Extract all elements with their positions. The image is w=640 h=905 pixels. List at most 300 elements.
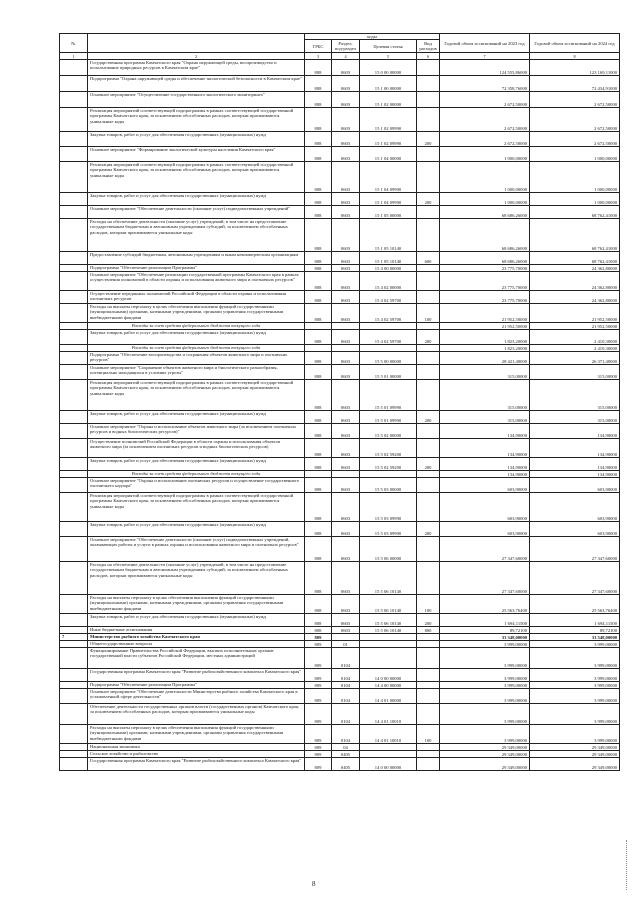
row-amount-2024: 603,90000 <box>530 522 620 537</box>
row-target-article: 15 5 06 00000 <box>360 537 417 562</box>
row-amount-2023: 603,90000 <box>440 493 530 522</box>
row-amount-2024: 3 999,00000 <box>530 725 620 744</box>
row-target-article <box>360 634 417 641</box>
row-amount-2023: 1 823,20000 <box>440 330 530 345</box>
row-section: 0603 <box>332 352 360 365</box>
row-number <box>60 751 88 758</box>
row-number <box>60 478 88 493</box>
table-row <box>60 669 620 682</box>
row-section: 0603 <box>332 108 360 132</box>
row-name: Государственная программа Камчатского края "Охрана окружающей среды, воспроизводство и использование природных ресурсов в Камчатском крае" <box>88 60 305 76</box>
row-grbs: 809 <box>305 689 332 704</box>
row-grbs: 809 <box>305 751 332 758</box>
table-row <box>60 291 620 304</box>
row-amount-2023: 3 999,00000 <box>440 641 530 648</box>
row-name: Осуществление полномочий Российской Федерации в области охраны и использования объектов животного мира (за исключением охотничьих ресурсов и водных биологических ресурсов) <box>88 439 305 458</box>
row-target-article: 14 4 01 10010 <box>360 704 417 725</box>
table-row <box>60 60 620 76</box>
table-row <box>60 219 620 252</box>
row-expense-type <box>417 669 440 682</box>
row-expense-type: 200 <box>417 522 440 537</box>
row-name: Закупка товаров, работ и услуг для обеспечения государственных (муниципальных) нужд <box>88 411 305 424</box>
row-grbs: 809 <box>305 725 332 744</box>
table-row <box>60 627 620 634</box>
row-amount-2023: 29 349,00000 <box>440 751 530 758</box>
row-name: Основное мероприятие "Охрана и использование объектов животного мира (за исключением охотничьих ресурсов и водных биологических ресурсов)" <box>88 424 305 439</box>
row-amount-2024: 68 762,41000 <box>530 206 620 219</box>
row-number <box>60 493 88 522</box>
row-section: 0603 <box>332 219 360 252</box>
row-name: Расходы за счет средств федерального бюджета текущего года <box>88 323 305 330</box>
row-expense-type <box>417 562 440 595</box>
row-section: 0603 <box>332 265 360 272</box>
row-section: 0603 <box>332 537 360 562</box>
row-amount-2024: 3 999,00000 <box>530 641 620 648</box>
row-section: 0603 <box>332 380 360 411</box>
row-amount-2024: 29 349,00000 <box>530 744 620 751</box>
row-name: Основное мероприятие "Охрана и использование охотничьих ресурсов и осуществление государственного охотничьего надзора" <box>88 478 305 493</box>
row-grbs: 808 <box>305 272 332 291</box>
row-target-article <box>360 751 417 758</box>
table-row <box>60 265 620 272</box>
row-target-article: 15 4 00 00000 <box>360 265 417 272</box>
row-grbs <box>305 345 332 352</box>
row-section: 0104 <box>332 725 360 744</box>
row-section: 0603 <box>332 493 360 522</box>
table-row <box>60 751 620 758</box>
row-amount-2024: 3 999,00000 <box>530 669 620 682</box>
table-row <box>60 352 620 365</box>
row-grbs: 808 <box>305 595 332 614</box>
row-amount-2023: 3 999,00000 <box>440 669 530 682</box>
row-grbs: 808 <box>305 193 332 206</box>
row-number <box>60 744 88 751</box>
row-name: Основное мероприятие "Обеспечение деятельности (оказание услуг) подведомственных учреждений, оказывающих работы и услуги в рамках охраны и использования животного мира и охотничьих ресурсов" <box>88 537 305 562</box>
row-amount-2024: 1 000,00000 <box>530 162 620 193</box>
row-amount-2023: 603,90000 <box>440 522 530 537</box>
row-number <box>60 424 88 439</box>
row-amount-2023: 3 999,00000 <box>440 704 530 725</box>
row-amount-2024: 2 410,30000 <box>530 345 620 352</box>
row-amount-2024: 134,90000 <box>530 424 620 439</box>
row-amount-2023: 315,00000 <box>440 411 530 424</box>
row-name: Общегосударственные вопросы <box>88 641 305 648</box>
row-grbs: 808 <box>305 614 332 627</box>
row-section: 0603 <box>332 458 360 471</box>
row-amount-2024: 29 349,00000 <box>530 751 620 758</box>
row-number <box>60 291 88 304</box>
table-row <box>60 614 620 627</box>
row-amount-2024: 134,90000 <box>530 439 620 458</box>
row-number <box>60 641 88 648</box>
row-target-article: 15 5 06 10140 <box>360 595 417 614</box>
row-name: Закупка товаров, работ и услуг для обеспечения государственных (муниципальных) нужд <box>88 458 305 471</box>
header-csr: Целевая статья <box>360 40 417 53</box>
row-expense-type <box>417 471 440 478</box>
row-target-article <box>360 648 417 669</box>
row-number <box>60 132 88 147</box>
row-number <box>60 689 88 704</box>
row-number <box>60 725 88 744</box>
row-amount-2023: 134,90000 <box>440 458 530 471</box>
row-number <box>60 206 88 219</box>
row-expense-type <box>417 424 440 439</box>
row-amount-2024: 603,90000 <box>530 478 620 493</box>
row-number <box>60 60 88 76</box>
row-target-article <box>360 471 417 478</box>
table-row <box>60 424 620 439</box>
row-name: Основное мероприятие "Сохранение объектов животного мира и биологического разнообразия, потенциально находящихся в условиях угрозы" <box>88 365 305 380</box>
row-grbs <box>305 323 332 330</box>
row-grbs: 808 <box>305 352 332 365</box>
table-row <box>60 758 620 771</box>
table-row <box>60 562 620 595</box>
row-amount-2024: 27 347,60000 <box>530 537 620 562</box>
row-grbs: 808 <box>305 424 332 439</box>
row-target-article: 15 1 02 09990 <box>360 132 417 147</box>
row-amount-2023: 29 349,00000 <box>440 744 530 751</box>
row-number <box>60 304 88 323</box>
row-section <box>332 471 360 478</box>
row-expense-type <box>417 352 440 365</box>
row-name: Расходы на выплаты персоналу в целях обеспечения выполнения функций государственными (муниципальными) органами, казенными учреждениями, органами управления государственными внебюджетными фондами <box>88 304 305 323</box>
row-number <box>60 380 88 411</box>
row-number <box>60 352 88 365</box>
row-amount-2023: 21 952,50000 <box>440 304 530 323</box>
table-row <box>60 162 620 193</box>
header-codes: коды <box>305 34 440 40</box>
row-target-article: 15 5 02 59200 <box>360 458 417 471</box>
row-target-article: 15 5 00 00000 <box>360 352 417 365</box>
table-row <box>60 682 620 689</box>
row-name: Основное мероприятие "Осуществление государственного экологического мониторинга" <box>88 92 305 108</box>
row-number <box>60 76 88 92</box>
row-expense-type <box>417 147 440 162</box>
row-name: Государственная программа Камчатского края "Развитие рыбохозяйственного комплекса Камчатского края" <box>88 758 305 771</box>
row-amount-2023: 1 694,11500 <box>440 614 530 627</box>
row-expense-type: 200 <box>417 614 440 627</box>
row-amount-2023: 1 823,20000 <box>440 345 530 352</box>
row-name: Закупка товаров, работ и услуг для обеспечения государственных (муниципальных) нужд <box>88 614 305 627</box>
row-section: 0603 <box>332 522 360 537</box>
row-expense-type <box>417 478 440 493</box>
row-name: Основное мероприятие "Формирование экологической культуры населения Камчатского края" <box>88 147 305 162</box>
index-cell: 1 <box>60 53 88 60</box>
index-cell: 5 <box>360 53 417 60</box>
row-name: Сельское хозяйство и рыболовство <box>88 751 305 758</box>
row-name: Иные бюджетные ассигнования <box>88 627 305 634</box>
row-number <box>60 522 88 537</box>
table-row <box>60 439 620 458</box>
row-name: Закупка товаров, работ и услуг для обеспечения государственных (муниципальных) нужд <box>88 193 305 206</box>
row-grbs <box>305 471 332 478</box>
row-amount-2024: 1 694,11500 <box>530 614 620 627</box>
row-amount-2024: 603,90000 <box>530 493 620 522</box>
table-row <box>60 471 620 478</box>
row-amount-2023: 23 775,70000 <box>440 291 530 304</box>
row-section: 0104 <box>332 669 360 682</box>
row-expense-type <box>417 758 440 771</box>
header-razd: Раздел, под-раздел <box>332 40 360 53</box>
row-amount-2024: 2 410,30000 <box>530 330 620 345</box>
row-amount-2023: 3 999,00000 <box>440 725 530 744</box>
row-section <box>332 323 360 330</box>
row-amount-2024: 2 672,50000 <box>530 92 620 108</box>
row-number <box>60 193 88 206</box>
row-target-article: 15 1 04 00000 <box>360 147 417 162</box>
table-row <box>60 206 620 219</box>
index-cell: 3 <box>305 53 332 60</box>
row-target-article <box>360 323 417 330</box>
row-grbs: 809 <box>305 704 332 725</box>
row-amount-2023: 1 000,00000 <box>440 147 530 162</box>
row-amount-2023: 2 672,50000 <box>440 132 530 147</box>
table-row <box>60 132 620 147</box>
budget-table <box>59 33 620 771</box>
row-amount-2024: 3 999,00000 <box>530 682 620 689</box>
row-name: Подпрограмма "Охрана окружающей среды и обеспечение экологической безопасности в Камчатском крае" <box>88 76 305 92</box>
row-grbs: 809 <box>305 634 332 641</box>
row-expense-type <box>417 704 440 725</box>
row-number <box>60 439 88 458</box>
header-num: № <box>60 34 88 53</box>
row-grbs: 808 <box>305 330 332 345</box>
row-amount-2023: 134,90000 <box>440 424 530 439</box>
row-target-article: 15 4 02 59700 <box>360 291 417 304</box>
row-name: Государственная программа Камчатского края "Развитие рыбохозяйственного комплекса Камчатского края" <box>88 669 305 682</box>
row-expense-type <box>417 537 440 562</box>
row-grbs: 808 <box>305 537 332 562</box>
row-name: Закупка товаров, работ и услуг для обеспечения государственных (муниципальных) нужд <box>88 132 305 147</box>
row-expense-type <box>417 439 440 458</box>
row-number <box>60 648 88 669</box>
row-name: Реализация мероприятий соответствующей подпрограммы в рамках соответствующей государственной программы Камчатского края, за исключением обособленных расходов, которым присваиваются уникальные коды <box>88 380 305 411</box>
row-amount-2024: 2 672,50000 <box>530 132 620 147</box>
row-amount-2024: 134,90000 <box>530 471 620 478</box>
row-grbs: 809 <box>305 648 332 669</box>
row-amount-2024: 21 952,50000 <box>530 304 620 323</box>
row-grbs: 808 <box>305 411 332 424</box>
row-amount-2024: 68 762,41000 <box>530 252 620 265</box>
table-row <box>60 252 620 265</box>
page-number: 8 <box>312 880 316 888</box>
row-name: Реализация мероприятий соответствующей подпрограммы в рамках соответствующей государственной программы Камчатского края, за исключением обособленных расходов, которым присваиваются уникальные коды <box>88 493 305 522</box>
row-section: 0104 <box>332 704 360 725</box>
row-section: 0603 <box>332 411 360 424</box>
row-target-article: 14 4 01 00000 <box>360 689 417 704</box>
row-section: 0405 <box>332 751 360 758</box>
row-amount-2023: 603,90000 <box>440 478 530 493</box>
table-row <box>60 478 620 493</box>
row-name: Закупка товаров, работ и услуг для обеспечения государственных (муниципальных) нужд <box>88 522 305 537</box>
row-number <box>60 537 88 562</box>
row-amount-2023: 68 686,26000 <box>440 206 530 219</box>
row-number <box>60 219 88 252</box>
row-expense-type <box>417 751 440 758</box>
row-name: Национальная экономика <box>88 744 305 751</box>
row-grbs: 808 <box>305 147 332 162</box>
row-target-article: 15 1 04 09990 <box>360 193 417 206</box>
row-name: Расходы на обеспечение деятельности (оказание услуг) учреждений, в том числе на предоставление государственным бюджетным и автономным учреждениям субсидий, за исключением обособленных расходов, которым присваиваются уникальные коды <box>88 219 305 252</box>
row-grbs: 808 <box>305 562 332 595</box>
row-name: Основное мероприятие "Обеспечение реализации государственной программы Камчатского края в рамках осуществления полномочий в области охраны и использования животного мира и охотничьих ресурсов" <box>88 272 305 291</box>
row-amount-2023: 25 563,76400 <box>440 595 530 614</box>
row-amount-2023: 29 349,00000 <box>440 758 530 771</box>
row-amount-2024: 72 434,91000 <box>530 76 620 92</box>
row-grbs: 808 <box>305 627 332 634</box>
row-expense-type <box>417 92 440 108</box>
row-section: 0603 <box>332 272 360 291</box>
row-section: 0603 <box>332 365 360 380</box>
row-expense-type <box>417 345 440 352</box>
row-amount-2023: 33 348,00000 <box>440 634 530 641</box>
table-row <box>60 634 620 641</box>
row-amount-2023: 315,00000 <box>440 365 530 380</box>
row-target-article: 15 1 05 10140 <box>360 252 417 265</box>
header-v2: Годовой объем ассигнований на 2024 год <box>530 34 620 53</box>
table-row <box>60 330 620 345</box>
table-row <box>60 493 620 522</box>
index-cell: 4 <box>332 53 360 60</box>
row-grbs: 808 <box>305 365 332 380</box>
row-grbs: 808 <box>305 380 332 411</box>
row-number <box>60 471 88 478</box>
row-amount-2023: 1 000,00000 <box>440 162 530 193</box>
table-row <box>60 744 620 751</box>
row-name: Расходы на выплаты персоналу в целях обеспечения выполнения функций государственными (муниципальными) органами, казенными учреждениями, органами управления государственными внебюджетными фондами <box>88 725 305 744</box>
table-row <box>60 595 620 614</box>
row-grbs: 808 <box>305 265 332 272</box>
row-section: 0603 <box>332 132 360 147</box>
row-target-article <box>360 641 417 648</box>
row-target-article: 14 4 00 00000 <box>360 682 417 689</box>
row-amount-2023: 2 672,50000 <box>440 108 530 132</box>
row-amount-2023: 68 686,26000 <box>440 252 530 265</box>
row-number <box>60 758 88 771</box>
row-expense-type: 100 <box>417 725 440 744</box>
row-amount-2023: 315,00000 <box>440 380 530 411</box>
row-target-article: 15 5 03 09990 <box>360 493 417 522</box>
row-section: 0603 <box>332 614 360 627</box>
row-target-article: 15 5 03 09990 <box>360 522 417 537</box>
column-index-row <box>60 53 620 60</box>
row-amount-2024: 315,00000 <box>530 380 620 411</box>
row-grbs: 808 <box>305 252 332 265</box>
table-row <box>60 108 620 132</box>
row-amount-2024: 25 563,76400 <box>530 595 620 614</box>
row-number <box>60 265 88 272</box>
row-section: 0603 <box>332 562 360 595</box>
row-grbs: 808 <box>305 219 332 252</box>
row-grbs: 808 <box>305 493 332 522</box>
row-amount-2024: 24 362,80000 <box>530 272 620 291</box>
row-expense-type <box>417 272 440 291</box>
row-expense-type: 200 <box>417 132 440 147</box>
row-amount-2023: 27 347,60000 <box>440 537 530 562</box>
row-target-article: 15 1 02 09990 <box>360 108 417 132</box>
row-number <box>60 669 88 682</box>
row-expense-type <box>417 648 440 669</box>
row-number <box>60 147 88 162</box>
row-section: 0603 <box>332 162 360 193</box>
row-amount-2024: 89,72100 <box>530 627 620 634</box>
row-name: Закупка товаров, работ и услуг для обеспечения государственных (муниципальных) нужд <box>88 330 305 345</box>
row-target-article: 15 5 03 00000 <box>360 478 417 493</box>
row-number <box>60 458 88 471</box>
row-expense-type <box>417 219 440 252</box>
row-amount-2024: 24 362,80000 <box>530 265 620 272</box>
row-grbs: 808 <box>305 458 332 471</box>
row-section: 0603 <box>332 627 360 634</box>
row-amount-2023: 134,90000 <box>440 471 530 478</box>
row-number <box>60 411 88 424</box>
row-number <box>60 330 88 345</box>
row-expense-type: 100 <box>417 595 440 614</box>
row-section: 0603 <box>332 439 360 458</box>
row-section: 0603 <box>332 193 360 206</box>
row-expense-type <box>417 634 440 641</box>
row-section: 04 <box>332 744 360 751</box>
row-number <box>60 614 88 627</box>
row-grbs: 809 <box>305 669 332 682</box>
row-amount-2024: 24 362,80000 <box>530 291 620 304</box>
row-number <box>60 704 88 725</box>
row-section: 0603 <box>332 60 360 76</box>
row-expense-type <box>417 206 440 219</box>
row-section: 0405 <box>332 758 360 771</box>
row-grbs: 808 <box>305 76 332 92</box>
row-target-article: 15 4 02 59700 <box>360 304 417 323</box>
row-grbs: 808 <box>305 162 332 193</box>
row-number <box>60 595 88 614</box>
table-row <box>60 537 620 562</box>
table-row <box>60 147 620 162</box>
row-number <box>60 627 88 634</box>
header-vr: Вид расходов <box>417 40 440 53</box>
table-row <box>60 304 620 323</box>
row-grbs: 809 <box>305 641 332 648</box>
row-name: Предоставление субсидий бюджетным, автономным учреждениям и иным некоммерческим организациям <box>88 252 305 265</box>
row-expense-type <box>417 682 440 689</box>
table-row <box>60 272 620 291</box>
row-section: 0603 <box>332 595 360 614</box>
row-target-article: 15 1 02 00000 <box>360 92 417 108</box>
row-grbs: 808 <box>305 92 332 108</box>
row-grbs: 809 <box>305 758 332 771</box>
row-amount-2023: 68 686,26000 <box>440 219 530 252</box>
row-target-article: 15 5 01 09990 <box>360 411 417 424</box>
table-row <box>60 411 620 424</box>
row-target-article: 15 5 06 10140 <box>360 627 417 634</box>
row-amount-2024: 315,00000 <box>530 365 620 380</box>
row-amount-2024: 26 371,40000 <box>530 352 620 365</box>
row-amount-2023: 2 672,50000 <box>440 92 530 108</box>
row-name: Подпрограмма "Обеспечение реализации Программы" <box>88 265 305 272</box>
row-grbs: 809 <box>305 744 332 751</box>
row-expense-type <box>417 265 440 272</box>
table-row <box>60 725 620 744</box>
table-row <box>60 92 620 108</box>
row-grbs: 808 <box>305 478 332 493</box>
header-grbs: ГРБС <box>305 40 332 53</box>
row-expense-type: 200 <box>417 193 440 206</box>
row-number <box>60 252 88 265</box>
table-row <box>60 648 620 669</box>
row-amount-2024: 29 349,00000 <box>530 758 620 771</box>
row-amount-2023: 3 999,00000 <box>440 682 530 689</box>
row-section: 0603 <box>332 330 360 345</box>
row-section: 0603 <box>332 76 360 92</box>
